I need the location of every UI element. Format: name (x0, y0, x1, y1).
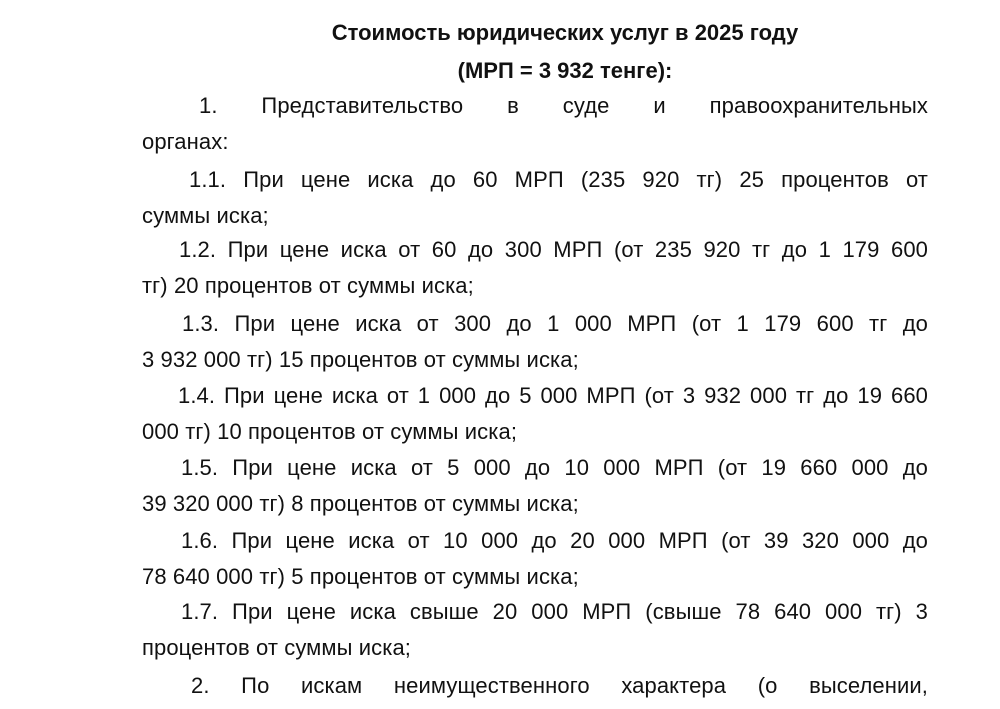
paragraph-1-3 (142, 306, 928, 378)
paragraph-continuation: 78 640 000 тг) 5 процентов от суммы иска; (142, 564, 579, 589)
paragraph-2 (142, 668, 928, 704)
paragraph-continuation: 3 932 000 тг) 15 процентов от суммы иска; (142, 347, 579, 372)
paragraph-first-line: 1.7. При цене иска свыше 20 000 МРП (свыше 78 640 000 тг) 3 (181, 599, 928, 624)
paragraph-1-4 (142, 378, 928, 450)
paragraph-first-line: 1.4. При цене иска от 1 000 до 5 000 МРП (от 3 932 000 тг до 19 660 (178, 383, 928, 408)
paragraph-1-2 (142, 232, 928, 304)
paragraph-1-7 (142, 594, 928, 666)
paragraph-continuation: тг) 20 процентов от суммы иска; (142, 273, 474, 298)
document-title: Стоимость юридических услуг в 2025 году (331, 20, 799, 45)
paragraph-1-6 (142, 523, 928, 595)
paragraph-first-line: 1. Представительство в суде и правоохранительных (199, 93, 928, 118)
document-subtitle: (МРП = 3 932 тенге): (457, 58, 673, 83)
paragraph-first-line: 1.3. При цене иска от 300 до 1 000 МРП (от 1 179 600 тг до (182, 311, 928, 336)
paragraph-first-line: 2. По искам неимущественного характера (о выселении, (191, 673, 928, 698)
paragraph-continuation: 000 тг) 10 процентов от суммы иска; (142, 419, 518, 444)
paragraph-continuation: органах: (142, 129, 229, 154)
paragraph-first-line: 1.2. При цене иска от 60 до 300 МРП (от 235 920 тг до 1 179 600 (179, 237, 928, 262)
paragraph-first-line: 1.1. При цене иска до 60 МРП (235 920 тг) 25 процентов от (189, 167, 928, 192)
paragraph-1-1 (142, 162, 928, 234)
paragraph-1 (142, 88, 928, 160)
paragraph-first-line: 1.6. При цене иска от 10 000 до 20 000 МРП (от 39 320 000 до (181, 528, 928, 553)
paragraph-continuation: процентов от суммы иска; (142, 635, 411, 660)
paragraph-first-line: 1.5. При цене иска от 5 000 до 10 000 МРП (от 19 660 000 до (181, 455, 928, 480)
paragraph-continuation: суммы иска; (142, 203, 269, 228)
paragraph-1-5 (142, 450, 928, 522)
paragraph-continuation: 39 320 000 тг) 8 процентов от суммы иска; (142, 491, 579, 516)
